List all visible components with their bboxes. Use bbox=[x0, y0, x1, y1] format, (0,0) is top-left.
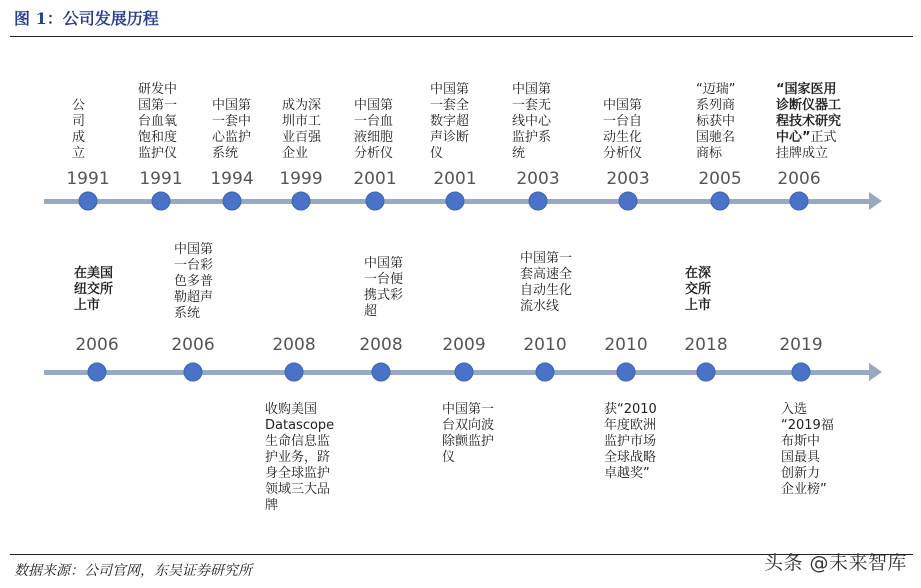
event-year: 1991 bbox=[139, 169, 183, 189]
event-label: 中国第 一台自 动生化 分析仪 bbox=[603, 98, 643, 161]
event-label: 中国第 一套无 线中心 监护系 统 bbox=[512, 82, 552, 161]
event-label: 成为深 圳市工 业百强 企业 bbox=[282, 98, 322, 161]
event-year: 2006 bbox=[75, 335, 119, 355]
event-year: 2009 bbox=[442, 335, 486, 355]
watermark: 头条 @未来智库 bbox=[763, 552, 907, 574]
timeline-dot bbox=[184, 363, 203, 382]
timeline-dot bbox=[697, 363, 716, 382]
event-year: 2010 bbox=[523, 335, 567, 355]
event-year: 2001 bbox=[433, 169, 477, 189]
event-label: 获“2010 年度欧洲 监护市场 全球战略 卓越奖” bbox=[604, 402, 657, 481]
event-label: 在美国 纽交所 上市 bbox=[74, 266, 114, 313]
event-year: 2001 bbox=[353, 169, 397, 189]
event-year: 2003 bbox=[606, 169, 650, 189]
event-label: 收购美国 Datascope 生命信息监 护业务，跻 身全球监护 领域三大品 牌 bbox=[265, 402, 335, 513]
timeline-dot bbox=[292, 192, 311, 211]
timeline-dot bbox=[619, 192, 638, 211]
event-label: 中国第 一台便 携式彩 超 bbox=[364, 256, 404, 319]
event-year: 2006 bbox=[777, 169, 821, 189]
event-label: 中国第一 套高速全 自动生化 流水线 bbox=[520, 251, 573, 314]
event-year: 2003 bbox=[516, 169, 560, 189]
event-year: 1999 bbox=[279, 169, 323, 189]
figure-title: 图 1：公司发展历程 bbox=[14, 9, 159, 28]
event-label-rest: 正式 挂牌成立 bbox=[776, 130, 837, 161]
event-year: 2008 bbox=[272, 335, 316, 355]
event-label bbox=[776, 82, 841, 162]
event-label: 公 司 成 立 bbox=[72, 98, 86, 161]
event-label: 在深 交所 上市 bbox=[685, 266, 712, 313]
timeline-dot bbox=[223, 192, 242, 211]
event-label-bold: “国家医用 诊断仪器工 程技术研究 中心” bbox=[776, 82, 842, 145]
event-year: 2006 bbox=[171, 335, 215, 355]
timeline-dot bbox=[79, 192, 98, 211]
timeline-dot bbox=[285, 363, 304, 382]
timeline-dot bbox=[446, 192, 465, 211]
event-label: 中国第 一套中 心监护 系统 bbox=[212, 98, 252, 161]
timeline-dot bbox=[790, 192, 809, 211]
source-note: 数据来源：公司官网，东吴证券研究所 bbox=[14, 563, 252, 579]
timeline-dot bbox=[617, 363, 636, 382]
timeline-dot bbox=[88, 363, 107, 382]
event-year: 2010 bbox=[604, 335, 648, 355]
event-label: 入选 “2019福 布斯中 国最具 创新力 企业榜” bbox=[781, 402, 834, 497]
event-label: 研发中 国第一 台血氧 饱和度 监护仪 bbox=[138, 82, 178, 161]
event-label: 中国第 一套全 数字超 声诊断 仪 bbox=[430, 82, 470, 161]
timeline-dot bbox=[711, 192, 730, 211]
event-label: 中国第 一台血 液细胞 分析仪 bbox=[354, 98, 394, 161]
timeline-dot bbox=[529, 192, 548, 211]
timeline-dot bbox=[366, 192, 385, 211]
arrow-head-icon bbox=[869, 363, 882, 381]
timeline-dot bbox=[455, 363, 474, 382]
event-label: “迈瑞” 系列商 标获中 国驰名 商标 bbox=[696, 82, 736, 161]
event-year: 2005 bbox=[698, 169, 742, 189]
event-year: 2019 bbox=[779, 335, 823, 355]
event-year: 1994 bbox=[210, 169, 254, 189]
event-label: 中国第一 台双向波 除颤监护 仪 bbox=[442, 402, 495, 465]
event-year: 2018 bbox=[684, 335, 728, 355]
event-year: 1991 bbox=[66, 169, 110, 189]
top-rule bbox=[10, 36, 913, 37]
event-label: 中国第 一台彩 色多普 勒超声 系统 bbox=[174, 242, 214, 321]
arrow-head-icon bbox=[869, 192, 882, 210]
event-year: 2008 bbox=[359, 335, 403, 355]
timeline-dot bbox=[792, 363, 811, 382]
timeline-dot bbox=[372, 363, 391, 382]
timeline-dot bbox=[152, 192, 171, 211]
timeline-dot bbox=[536, 363, 555, 382]
